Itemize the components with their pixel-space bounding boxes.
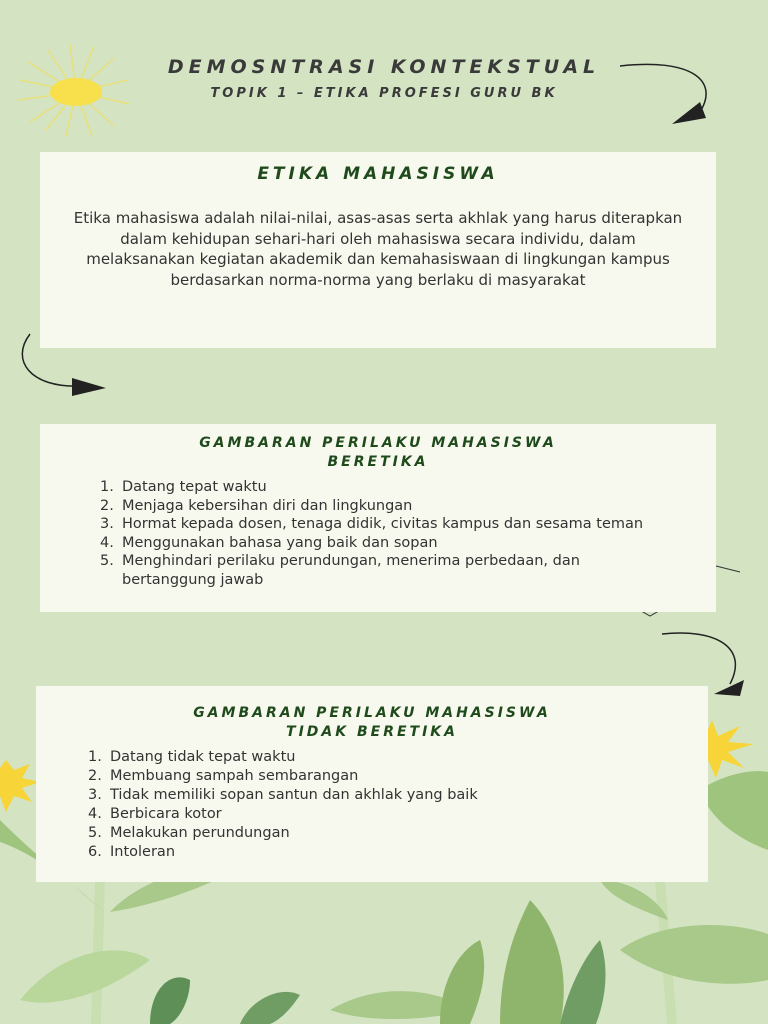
arrowhead-icon — [672, 102, 706, 124]
list-item — [100, 497, 660, 516]
list-item-number: 4. — [88, 806, 102, 822]
list-item — [88, 843, 688, 862]
list-item-number: 3. — [88, 787, 102, 803]
unethical-heading-line2: TIDAK BERETIKA — [286, 724, 458, 740]
unethical-behavior-card — [36, 686, 708, 882]
list-item-number: 1. — [88, 749, 102, 765]
curved-arrow-icon — [662, 633, 735, 684]
unethical-heading-line1: GAMBARAN PERILAKU MAHASISWA — [193, 705, 551, 721]
page-subtitle: TOPIK 1 – ETIKA PROFESI GURU BK — [210, 86, 558, 101]
page-title: DEMOSNTRASI KONTEKSTUAL — [167, 56, 601, 78]
list-item-text: Menghindari perilaku perundungan, menerima perbedaan, dan bertanggung jawab — [122, 553, 580, 588]
unethical-list — [88, 748, 688, 862]
ethical-heading-line1: GAMBARAN PERILAKU MAHASISWA — [199, 435, 557, 451]
list-item-text: Membuang sampah sembarangan — [110, 768, 359, 784]
list-item — [88, 805, 688, 824]
list-item — [100, 478, 660, 497]
list-item-number: 2. — [88, 768, 102, 784]
list-item-text: Datang tidak tepat waktu — [110, 749, 296, 765]
list-item-text: Melakukan perundungan — [110, 825, 290, 841]
definition-text: Etika mahasiswa adalah nilai-nilai, asas-asas serta akhlak yang harus diterapkan dalam kehidupan sehari-hari oleh mahasiswa secara individu, dalam melaksanakan kegiatan akademik dan kemahasiswaan di lingkungan kampus berdasarkan norma-norma yang berlaku di masyarakat — [73, 209, 683, 289]
list-item — [88, 824, 688, 843]
arrowhead-icon — [714, 680, 744, 696]
unethical-heading — [36, 704, 708, 742]
list-item-number: 2. — [100, 497, 114, 514]
list-item-text: Datang tepat waktu — [122, 479, 267, 495]
arrowhead-icon — [72, 378, 106, 396]
list-item-number: 1. — [100, 479, 114, 495]
list-item-text: Intoleran — [110, 844, 176, 860]
list-item-number: 5. — [88, 825, 102, 841]
ethical-list — [100, 478, 660, 589]
ethical-heading-line2: BERETIKA — [327, 454, 429, 470]
list-item-text: Menjaga kebersihan diri dan lingkungan — [122, 497, 413, 514]
list-item-number: 3. — [100, 516, 114, 532]
list-item — [100, 515, 660, 534]
list-item-text: Hormat kepada dosen, tenaga didik, civitas kampus dan sesama teman — [122, 516, 644, 532]
list-item-number: 5. — [100, 553, 114, 569]
ethical-heading — [40, 434, 716, 472]
list-item — [88, 767, 688, 786]
list-item — [88, 748, 688, 767]
definition-card — [40, 152, 716, 348]
definition-heading: ETIKA MAHASISWA — [257, 164, 499, 184]
list-item — [100, 534, 660, 553]
flower-icon — [0, 760, 40, 812]
list-item-number: 4. — [100, 534, 114, 551]
list-item-text: Berbicara kotor — [110, 806, 222, 822]
list-item — [100, 552, 660, 589]
ethical-behavior-card — [40, 424, 716, 612]
list-item-text: Menggunakan bahasa yang baik dan sopan — [122, 534, 438, 551]
list-item — [88, 786, 688, 805]
list-item-text: Tidak memiliki sopan santun dan akhlak yang baik — [110, 787, 478, 803]
list-item-number: 6. — [88, 844, 102, 860]
